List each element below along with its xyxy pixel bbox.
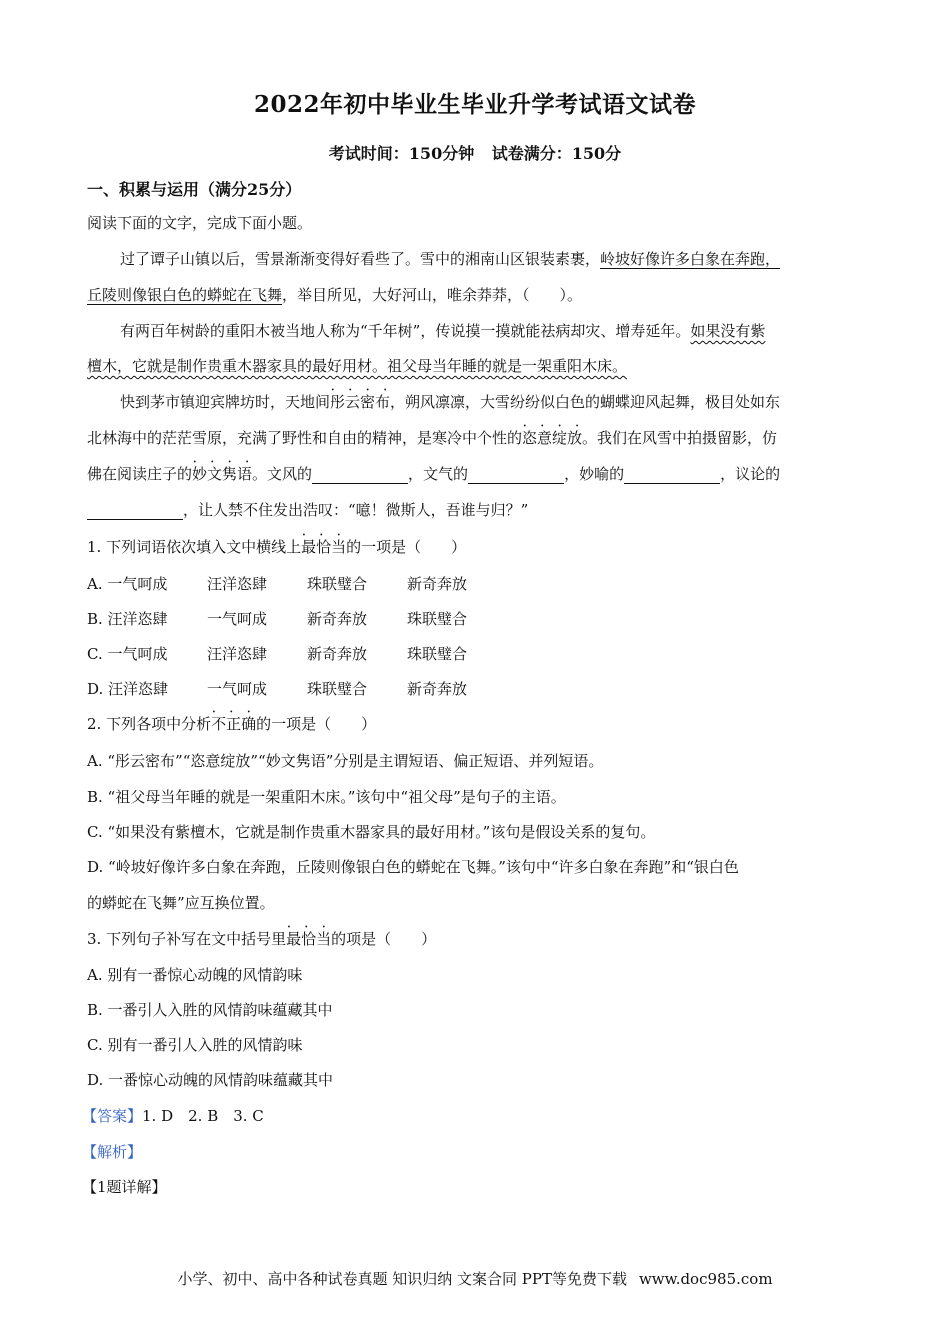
emphasized-phrase: • • • • 妙文隽语 (192, 465, 252, 483)
footer-link[interactable]: www.doc985.com (638, 1270, 773, 1288)
footer-text: 小学、初中、高中各种试卷真题 知识归纳 文案合同 PPT等免费下载 (177, 1270, 627, 1288)
question-3-option-d[interactable]: D. 一番惊心动魄的风情韵味蕴藏其中 (87, 1071, 334, 1089)
question-1-option-d[interactable]: D. 汪洋恣肆 一气呵成 珠联璧合 新奇奔放 (87, 680, 468, 698)
passage-line: 快到茅市镇迎宾牌坊时，天地间• • • • 彤云密布，朔风凛凛，大雪纷纷似白色的蝴蝶迎风起舞，极目处如东 (120, 392, 780, 412)
question-3-option-a[interactable]: A. 别有一番惊心动魄的风情韵味 (87, 966, 303, 984)
emphasized-phrase: • • • 最恰当 (286, 930, 331, 948)
question-1-option-b[interactable]: B. 汪洋恣肆 一气呵成 新奇奔放 珠联璧合 (87, 610, 468, 628)
passage-line (87, 356, 627, 376)
question-2-stem: 2. 下列各项中分析• • • 不正确的一项是（ ） (87, 714, 376, 734)
analysis-label: 【解析】 (82, 1143, 143, 1161)
wavy-underlined-sentence: 檀木，它就是制作贵重木器家具的最好用材。 (87, 357, 388, 375)
answer-label: 【答案】 (82, 1107, 143, 1125)
underlined-sentence: 岭坡好像许多白象在奔跑， (600, 250, 781, 268)
question-1-option-c[interactable]: C. 一气呵成 汪洋恣肆 新奇奔放 珠联璧合 (87, 645, 468, 663)
answer-text: 1. D 2. B 3. C (142, 1107, 264, 1125)
detail-label: 【1题详解】 (82, 1178, 167, 1196)
instruction: 阅读下面的文字，完成下面小题。 (87, 214, 313, 232)
question-2-option-a[interactable]: A. “彤云密布”“恣意绽放”“妙文隽语”分别是主谓短语、偏正短语、并列短语。 (87, 752, 604, 770)
answer-blank[interactable] (624, 467, 720, 484)
exam-time: 考试时间：150分钟 (328, 144, 475, 163)
passage-line: 丘陵则像银白色的蟒蛇在飞舞，举目所见，大好河山，唯余莽莽，（ ）。 (87, 286, 583, 304)
section-heading: 一、积累与运用（满分25分） (87, 180, 302, 199)
passage-line: ，让人禁不住发出浩叹：“噫！微斯人，吾谁与归？” (87, 500, 528, 520)
page-footer (0, 1268, 950, 1289)
question-2-option-b[interactable]: B. “祖父母当年睡的就是一架重阳木床。”该句中“祖父母”是句子的主语。 (87, 788, 566, 806)
passage-line: 有两百年树龄的重阳木被当地人称为“千年树”，传说摸一摸就能祛病却灾、增寿延年。如果没有紫 (120, 322, 766, 340)
emphasized-phrase: • • • 不正确 (211, 715, 256, 733)
question-3-option-b[interactable]: B. 一番引人入胜的风情韵味蕴藏其中 (87, 1001, 333, 1019)
exam-info (0, 141, 950, 164)
question-3-option-c[interactable]: C. 别有一番引人入胜的风情韵味 (87, 1036, 303, 1054)
emphasized-phrase: • • • 最恰当 (301, 538, 346, 556)
page-title: 2022年初中毕业生毕业升学考试语文试卷 (253, 91, 696, 118)
emphasized-phrase: • • • • 恣意绽放 (522, 429, 582, 447)
underlined-sentence: 丘陵则像银白色的蟒蛇在飞舞 (87, 286, 283, 304)
question-2-option-c[interactable]: C. “如果没有紫檀木，它就是制作贵重木器家具的最好用材。”该句是假设关系的复句。 (87, 823, 656, 841)
question-2-option-d-cont: 的蟒蛇在飞舞”应互换位置。 (87, 894, 275, 912)
wavy-underlined-sentence: 祖父母当年睡的就是一架重阳木床。 (387, 357, 628, 375)
answer-blank[interactable] (312, 467, 408, 484)
question-1-stem: 1. 下列词语依次填入文中横线上• • • 最恰当的一项是（ ） (87, 537, 466, 557)
passage-line: 佛在阅读庄子的• • • • 妙文隽语。文风的 ，文气的 ，妙喻的 ，议论的 (87, 464, 780, 484)
question-1-option-a[interactable]: A. 一气呵成 汪洋恣肆 珠联璧合 新奇奔放 (87, 575, 468, 593)
exam-score: 试卷满分：150分 (491, 144, 622, 163)
passage-line: 过了谭子山镇以后，雪景渐渐变得好看些了。雪中的湘南山区银装素裹，岭坡好像许多白象在奔跑， (120, 250, 781, 268)
answer-blank[interactable] (87, 503, 183, 520)
passage-line: 北林海中的茫茫雪原，充满了野性和自由的精神，是寒冷中个性的• • • • 恣意绽放。我们在风雪中拍摄留影，仿 (87, 428, 777, 448)
answer-line (82, 1106, 264, 1126)
answer-blank[interactable] (468, 467, 564, 484)
emphasized-phrase: • • • • 彤云密布 (330, 393, 390, 411)
question-3-stem: 3. 下列句子补写在文中括号里• • • 最恰当的项是（ ） (87, 929, 436, 949)
question-2-option-d[interactable]: D. “岭坡好像许多白象在奔跑，丘陵则像银白色的蟒蛇在飞舞。”该句中“许多白象在奔跑”和“银白色 (87, 858, 739, 876)
wavy-underlined-sentence: 如果没有紫 (690, 322, 766, 340)
